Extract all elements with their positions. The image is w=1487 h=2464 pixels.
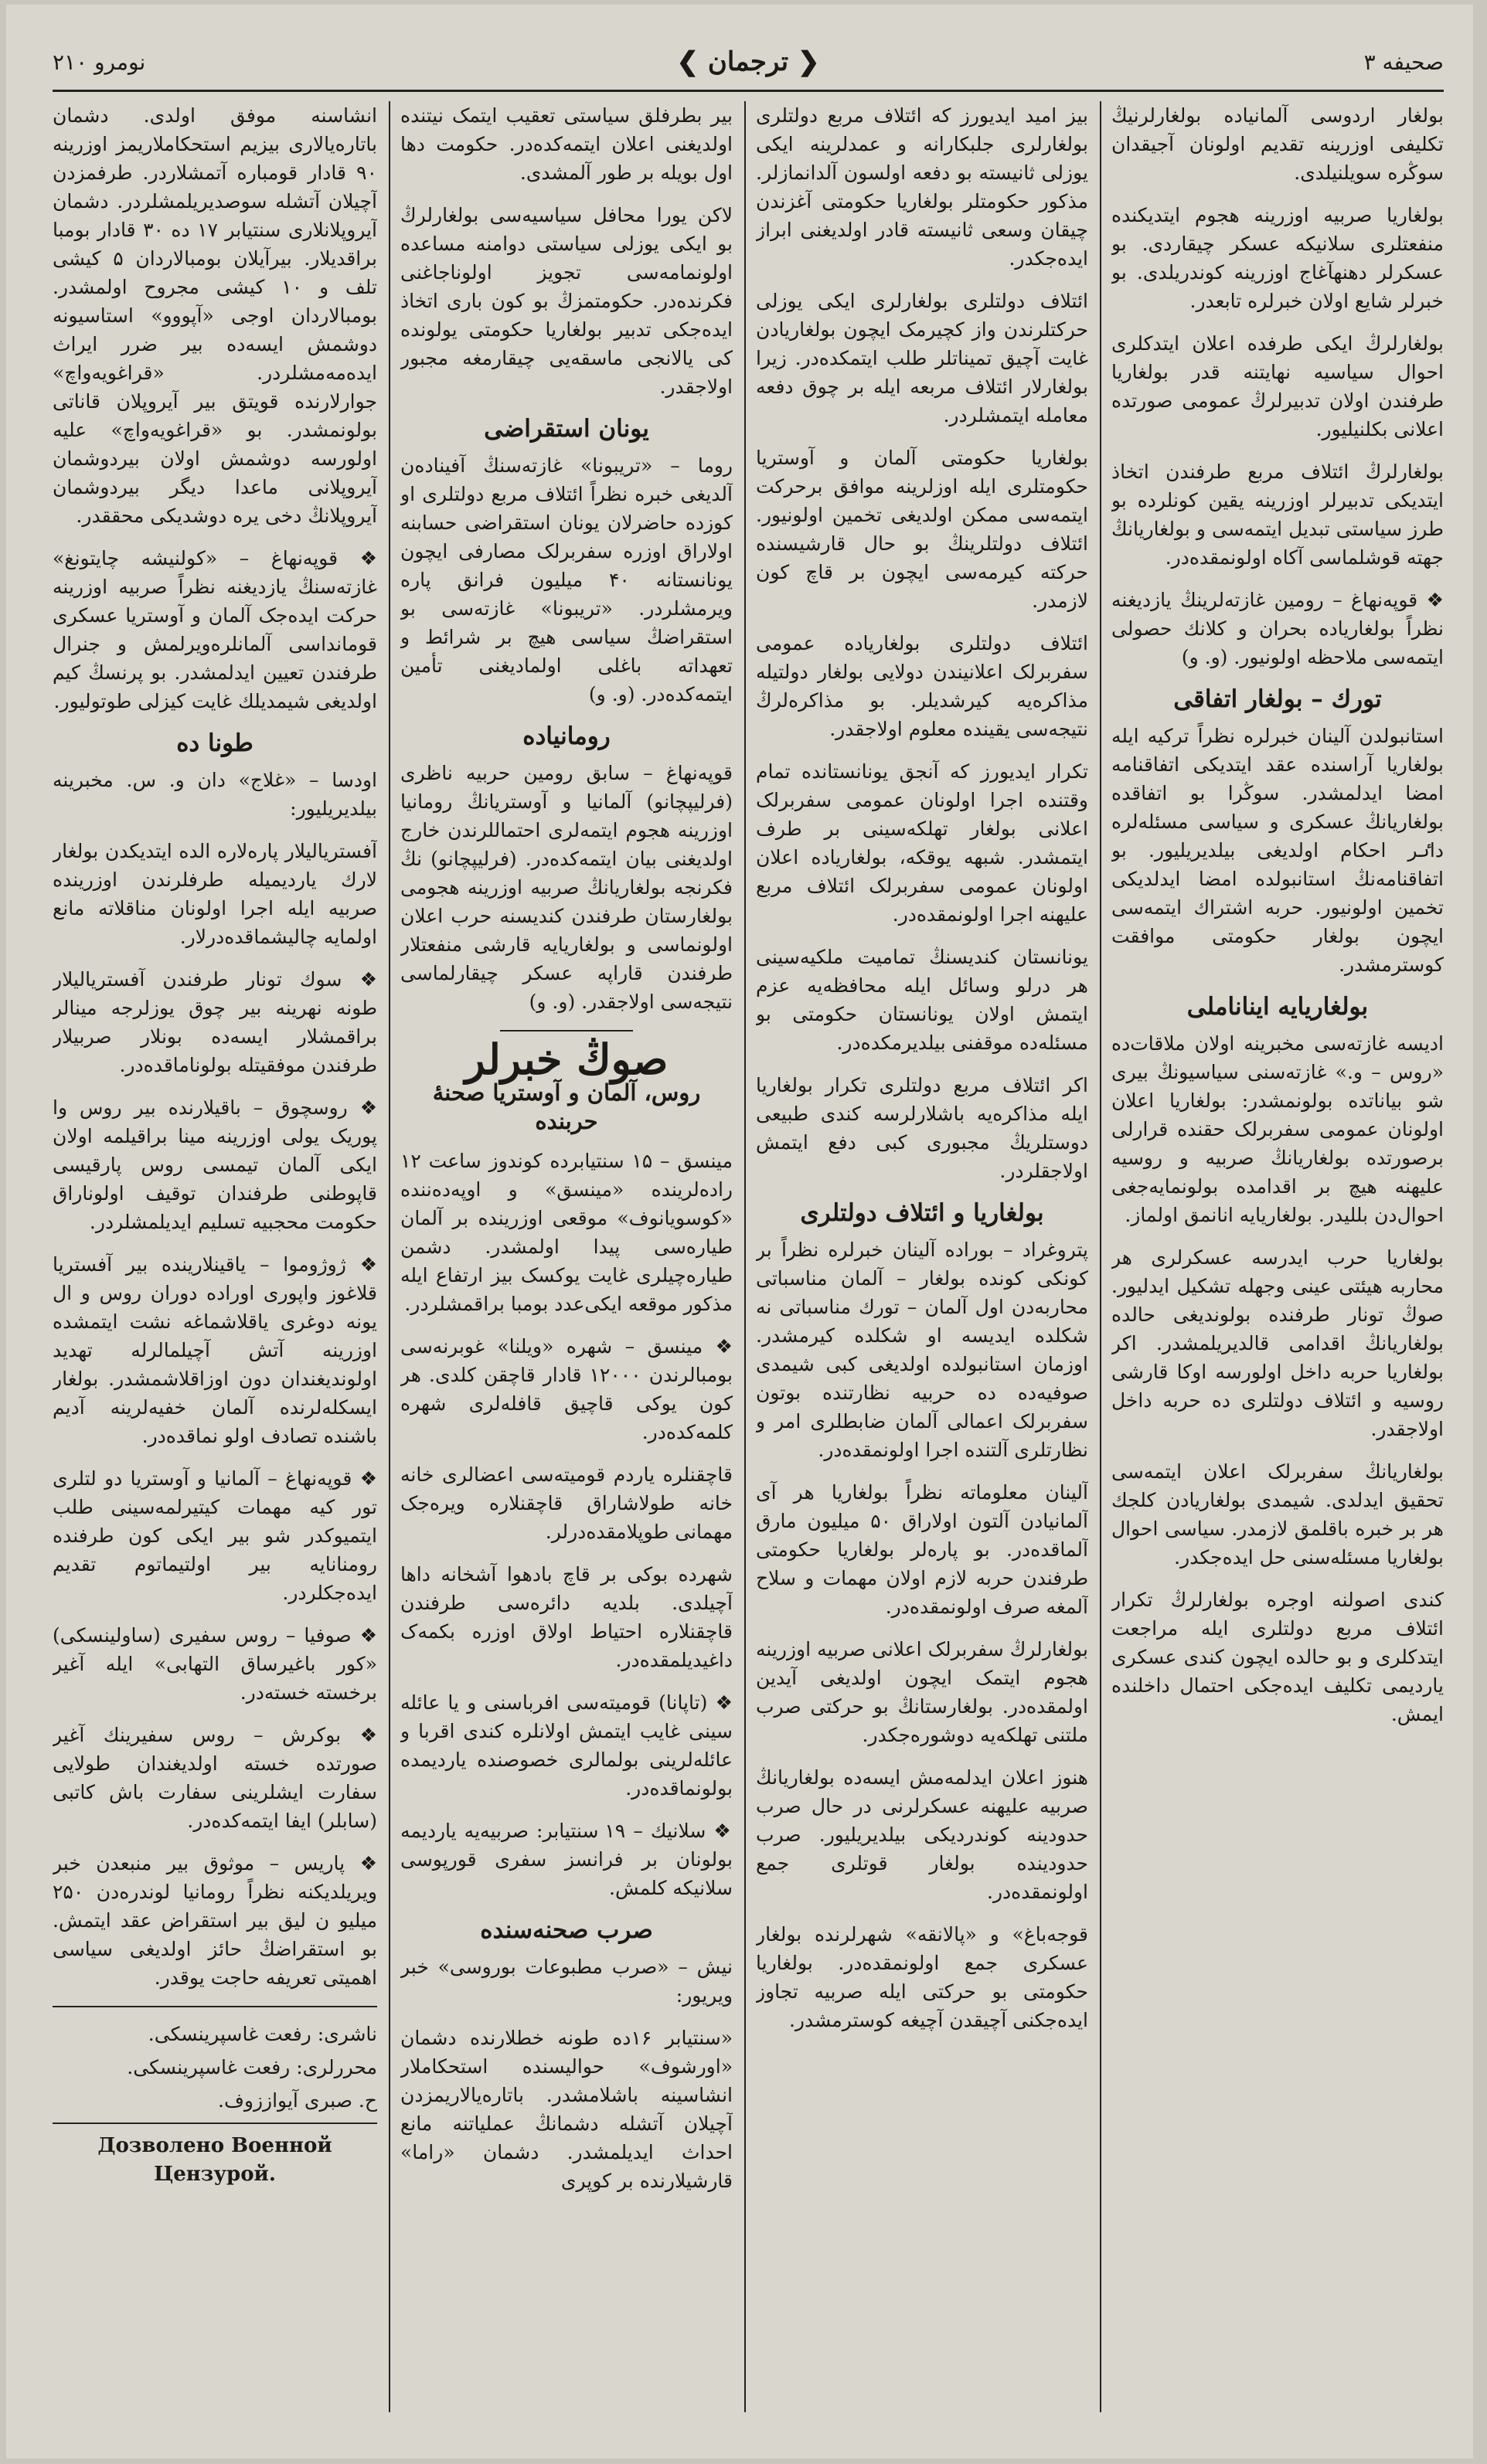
paragraph: لاکن یورا محافل سیاسیه‌سی بولغارلرڭ بو ایکی یوزلی سیاستی دوامنه مساعده اولونمامه‌سی تجویز اولوناجاغنی فکرنده‌در. حکومتمزڭ بو کون باری اتخاذ ایده‌جکی تدبیر بولغاریا حکومتی یولونده کی یالانجی ماسقه‌یی چیقارمغه مجبور اولاجقدر. bbox=[400, 204, 733, 398]
paragraph: اکر ائتلاف مربع دولتلری تکرار بولغاریا ایله مذاکره‌یه باشلارلرسه کندی طبیعی دوستلریڭ مجبوری کبی دفع ایتمش اولاجقلردر. bbox=[756, 1074, 1088, 1182]
section-heading: طونا ده bbox=[176, 729, 254, 757]
editor-name: ح. صبری آیواززوف. bbox=[218, 2089, 377, 2112]
section-heading: بولغاریا و ائتلاف دولتلری bbox=[800, 1199, 1044, 1227]
paragraph: ❖ قوپه‌نهاغ – «کولنیشه چایتونغ» غازته‌سنڭ یازدیغنه نظراً صربیه اوزرینه حرکت ایده‌جک آلمان و آوستریا عسکری قومانداسی آلمانلره‌ویرلمش و جنرال طرفندن تعیین ایدلمشدر. بو پرنسڭ کیم اولدیغی شیمدیلك غایت کیزلی طوتولیور. bbox=[53, 547, 377, 712]
paragraph: مینسق – ۱۵ سنتیابرده کوندوز ساعت ۱۲ راده‌لرینده «مینسق» و اوپه‌ده‌ننده «کوسویانوف» موقعی اوزرینده بر آلمان طیاره‌سی پیدا اولمشدر. دشمن طیاره‌چیلری غایت یوکسک بیز ارتفاع ایله مذکور موقعه ایکی‌عدد بومبا براقمشلردر. bbox=[400, 1150, 733, 1315]
editor-name: رفعت غاسپرینسکی. bbox=[127, 2056, 291, 2078]
publisher-name: رفعت غاسپرینسکی. bbox=[148, 2023, 311, 2045]
section-heading: بولغاریایه ایناناملی bbox=[1186, 993, 1369, 1021]
page-number: صحیفه ۳ bbox=[1363, 49, 1444, 75]
newspaper-page bbox=[6, 5, 1473, 2459]
latest-news-heading: صوڭ خبرلر bbox=[464, 1035, 669, 1084]
paragraph: بولغارلرڭ ایکی طرفده اعلان ایتدکلری احوال سیاسیه نهایتنه قدر بولغاریا طرفندن اولان تدبیرلرڭ عمومی صورتده اعلانی بکلنیلیور. bbox=[1111, 332, 1444, 440]
paragraph: بیر بطرفلق سیاستی تعقیب ایتمک نیتنده اولدیغنی اعلان ایتمه‌کده‌در. حکومت دها اول بویله بر طور آلمشدی. bbox=[400, 104, 733, 184]
column-1 bbox=[1111, 101, 1444, 2412]
paragraph: قوپه‌نهاغ – سابق رومین حربیه ناظری (فرلیپچانو) آلمانیا و آوستریانڭ رومانیا اوزرینه هجوم ایتمه‌لری احتماللرندن خارج اولدیغنی بیان ایتمه‌کده‌در. (فرلیپچانو) نڭ فکرنجه بولغاریانڭ صربیه اوزرینه هجومی بولغارستان طرفندن کندیسنه حرب اعلان اولونماسی و بولغاریایه قارشی منفعتلار طرفندن قاراپه عسکر چیقارلماسی نتیجه‌سی اولاجقدر. (و. و) bbox=[400, 762, 733, 1013]
paragraph: ❖ پاریس – موثوق بیر منبعدن خبر ویریلدیکنه نظراً رومانیا لوندره‌دن ۲۵۰ میلیو ن لیق بیر استقراض عقد ایتمش. بو استقراضڭ حائز اولدیغی سیاسی اهمیتی تعریفه حاجت یوقدر. bbox=[53, 1852, 377, 1989]
column-rule bbox=[1100, 101, 1101, 2412]
column-2 bbox=[756, 101, 1088, 2412]
paragraph: بولغار اردوسی آلمانیاده بولغارلرنیڭ تکلیفی اوزرینه تقدیم اولونان آجیقدان سوڭره سویلنیلدی. bbox=[1111, 104, 1444, 184]
paragraph: پتروغراد – بوراده آلینان خبرلره نظراً بر کونکی کونده بولغار – آلمان مناسباتی محاربه‌دن اول آلمان – تورك مناسباتی نه شکلده ایدیسه او شکلده کیرمشدر. اوزمان استانبولده اولدیغی کبی شیمدی صوفیه‌ده ده حربیه نظارتنده بوتون سفربرلک اعمالی آلمان ضابطلری امر و نظارتلری آلتنده اجرا اولونمقده‌در. bbox=[756, 1239, 1088, 1461]
paragraph: ائتلاف دولتلری بولغاریاده عمومی سفربرلک اعلانیندن دولایی بولغار دولتیله مذاکره‌یه کیرشدیلر. بو مذاکره‌لرڭ نتیجه‌سی یقینده معلوم اولاجقدر. bbox=[756, 632, 1088, 740]
section-heading: تورك – بولغار اتفاقی bbox=[1173, 685, 1382, 713]
paragraph: بولغارلرڭ ائتلاف مربع طرفندن اتخاذ ایتدیکی تدبیرلر اوزرینه یقین کونلرده بو طرز سیاستی تبدیل ایتمه‌سی و بولغاریانڭ جهته قوشلماسی آکاه اولونمقده‌در. bbox=[1111, 461, 1444, 569]
section-heading: یونان استقراضی bbox=[484, 415, 649, 443]
paragraph: ❖ سلانیك – ۱۹ سنتیابر: صربیه‌یه یاردیمه بولونان بر فرانسز سفری قورپوسی سلانیکه کلمش. bbox=[400, 1820, 733, 1899]
editors-label: محررلری: bbox=[296, 2056, 377, 2078]
divider bbox=[500, 1030, 633, 1031]
page-header bbox=[53, 43, 1444, 92]
paragraph: کندی اصولنه اوجره بولغارلرڭ تکرار ائتلاف مربع دولتلری ایله مراجعت ایتدکلری و بو حالده ایچون کندی عسکری یاردیمی تکلیف ایده‌جکی احتمال داخلنده ایمش. bbox=[1111, 1589, 1444, 1725]
column-rule bbox=[744, 101, 746, 2412]
paragraph: آفستریالیلار پاره‌لاره الده ایتدیکدن بولغار لارك یاردیمیله طرفلرندن اوزرینده صربیه ایله اجرا اولونان مناقلاته مانع اولمایه چالیشماقده‌درلار. bbox=[53, 840, 377, 948]
censorship-stamp: Дозволено Военной Цензурой. bbox=[53, 2122, 377, 2189]
paragraph: هنوز اعلان ایدلمه‌مش ایسه‌ده بولغاریانڭ صربیه علیهنه عسکرلرنی در حال صرب حدودینه کوندردیکی بیلدیریلیور. صرب حدودینده بولغار قوتلری جمع اولونمقده‌در. bbox=[756, 1766, 1088, 1903]
issue-number: نومرو ۲۱۰ bbox=[53, 49, 146, 75]
paragraph: اودسا – «غلاج» دان و. س. مخبرینه بیلدیریلیور: bbox=[53, 769, 377, 820]
paragraph: ❖ بوکرش – روس سفیرینك آغیر صورتده خسته اولدیغندان طولایی سفارت ایشلرینی سفارت باش کاتبی (سابلر) ایفا ایتمه‌کده‌در. bbox=[53, 1724, 377, 1832]
paragraph: ❖ سوك تونار طرفندن آفستریالیلار طونه نهرینه بیر چوق یوزلرجه مینالر براقمشلار ایسه‌ده بونلار صربیلار طرفندن موفقیتله بولوناماقده‌در. bbox=[53, 968, 377, 1076]
publisher-label: ناشری: bbox=[317, 2023, 377, 2045]
paragraph: بولغاریا حکومتی آلمان و آوستریا حکومتلری ایله اوزلرینه موافق برحرکت ایتمه‌سی ممکن اولدیغی تخمین اولونیور. ائتلاف دولتلرینڭ بو حال قارشیسنده حرکته کیرمه‌سی ایچون بر قاچ کون لازمدر. bbox=[756, 447, 1088, 612]
imprint bbox=[53, 2006, 377, 2115]
editors-line bbox=[53, 2053, 377, 2082]
paragraph: ❖ قوپه‌نهاغ – آلمانیا و آوستریا دو لتلری تور کیه مهمات کیتیرلمه‌سینی طلب ایتمیوکدر شو بیر ایکی کون طرفنده رومنانایه بیر اولتیماتوم تقدیم ایده‌جکلردر. bbox=[53, 1467, 377, 1604]
paragraph: شهرده بوکی بر قاچ بادهوا آشخانه داها آچیلدی. بلدیه دائره‌سی طرفندن قاچقنلاره احتیاط اولاق اوزره بکمه‌ک داغیدیلمقده‌در. bbox=[400, 1563, 733, 1671]
paragraph: بیز امید ایدیورز که ائتلاف مربع دولتلری بولغارلری جلبکارانه و عمدلرینه ایکی یوزلی ثانیسته بو دفعه اولسون آلدانمازلر. مذکور حکومتلر بولغاریا حکومتی آغزندن چیقان وسعی ثانیسته قادر اولدیغنی ابراز ایده‌جکدر. bbox=[756, 104, 1088, 270]
paragraph: آلینان معلوماته نظراً بولغاریا هر آی آلمانیادن آلتون اولاراق ۵۰ میلیون مارق آلماقده‌در. بو پاره‌لر بولغاریا حکومتی طرفندن حربه لازم اولان مهمات و سلاح آلمغه صرف اولونمقده‌در. bbox=[756, 1481, 1088, 1618]
latest-news-subheading: روس، آلمان و آوستریا صحنهٔ حربنده bbox=[432, 1079, 701, 1134]
paragraph: «سنتیابر ۱۶ده طونه خطلارنده دشمان «اورشوف» حوالیسنده استحکاملار انشاسینه باشلامشدر. باتاره‌یالاریمزدن آچیلان آتشله دشمانڭ عملیاتنه مانع احداث ایدیلمشدر. دشمان «راما» قارشیلارنده بر کوپری bbox=[400, 2027, 733, 2192]
paragraph: ❖ مینسق – شهره «ویلنا» غوبرنه‌سی بومبالرندن ۱۲۰۰۰ قادار قاچقن کلدی. هر کون یوکی قاچیق قافله‌لری شهره کلمه‌کده‌در. bbox=[400, 1335, 733, 1443]
paragraph: بولغاریانڭ سفربرلک اعلان ایتمه‌سی تحقیق ایدلدی. شیمدی بولغاریادن کلجك هر بر خبره باقلمق لازمدر. سیاسی احوال بولغاریا مسئله‌سنی حل ایده‌جکدر. bbox=[1111, 1460, 1444, 1568]
paragraph: قاچقنلره یاردم قومیته‌سی اعضالری خانه خانه طولاشاراق قاچقنلاره ویره‌جک مهمانی طوپلامقده‌درلر. bbox=[400, 1463, 733, 1543]
publisher-line bbox=[53, 2020, 377, 2048]
editors-line-2 bbox=[53, 2086, 377, 2115]
paragraph: انشاسنه موفق اولدی. دشمان باتاره‌یالاری بیزیم استحکاملاریمز اوزرینه ۹۰ قادار قومباره آتمشلاردر. طرفمزدن آچیلان آتشله سوصدیریلمشلردر. دشمان آیروپلانلاری سنتیابر ۱۷ ده ۳۰ قادار بومبا براقدیلار. بیرآیلان بومبالاردان ۵ کیشی تلف و ۱۰ کیشی مجروح اولمشدر. بومبالاردان اوجی «آپووو» استاسیونه دوشمش ایسه‌ده بیر ضرر ایراث ایده‌مه‌مشلردر. «قراغویه‌واچ» جوارلارنده قویتق بیر آیروپلان قاناتی بولونمشدر. بو «قراغویه‌واچ» علیه‌ اولورسه دوشمش اولان بیردوشمان آیروپلانی‌ ماعدا دیگر بیردوشمان آیروپلانڭ دخی یره دوشدیکی محققدر. bbox=[53, 104, 377, 527]
paragraph: قوجه‌باغ» و «پالانقه» شهرلرنده بولغار عسکری جمع اولونمقده‌در. بولغاریا حکومتی بو حرکتی ایله صربیه تجاوز ایده‌جکنی آچیقدن آچیغه کوسترمشدر. bbox=[756, 1923, 1088, 2031]
column-rule bbox=[389, 101, 390, 2412]
column-3 bbox=[400, 101, 733, 2412]
paragraph: ائتلاف دولتلری بولغارلری ایکی یوزلی حرکتلرندن واز کچیرمک ایچون بولغاریادن غایت آچیق تمیناتلر طلب ایتمکده‌در. زیرا بولغارلار ائتلاف مربعه ایله بر چوق دفعه معامله ایتمشلردر. bbox=[756, 290, 1088, 427]
column-4 bbox=[53, 101, 377, 2412]
paragraph: ❖ صوفیا – روس سفیری (ساولینسکی) «کور باغیرساق التهابی» ایله آغیر برخسته خسته‌در. bbox=[53, 1624, 377, 1704]
paragraph: بولغاریا صربیه اوزرینه هجوم ایتدیکنده منفعتلری سلانیکه عسکر چیقاردی. بو عسکرلر دهنهآغاج اوزرینه کوندریلدی. بو خبرلر شایع اولان خبرلره تابعدر. bbox=[1111, 204, 1444, 312]
section-heading: رومانیاده bbox=[522, 722, 611, 750]
paragraph: ❖ روسچوق – باقیلارنده بیر روس وا پوریک یولی اوزرینه مینا براقیلمه اولان ایکی آلمان تیمسی روس پارقیسی قاپوطنی طرفندان توقیف اولوناراق حکومت محجبیه تسلیم ایدیلمشلردر. bbox=[53, 1096, 377, 1233]
paragraph: بولغارلرڭ سفربرلک اعلانی صربیه اوزرینه هجوم ایتمک ایچون اولدیغی آیدین اولمقده‌در. بولغارستانڭ بو حرکتی صرب ملتنی تهلکه‌یه دوشوره‌جکدر. bbox=[756, 1638, 1088, 1746]
paragraph: ❖ قوپه‌نهاغ – رومین غازته‌لرینڭ یازدیغنه نظراً بولغاریاده بحران و کلانك حصولی ایتمه‌سی ملاحظه اولونیور. (و. و) bbox=[1111, 589, 1444, 668]
paragraph: نیش – «صرب مطبوعات بوروسی» خبر ویریور: bbox=[400, 1956, 733, 2007]
paragraph: تکرار ایدیورز که آنجق یونانستانده تمام وقتنده اجرا اولونان عمومی سفربرلک اعلانی بولغار تهلکه‌سینی بر طرف ایتمشدر. شبهه یوقکه، بولغاریاده اعلان اولونان عمومی سفربرلک ائتلاف مربع علیهنه اجرا اولونمقده‌در. bbox=[756, 760, 1088, 926]
section-heading: صرب صحنه‌سنده bbox=[480, 1916, 653, 1944]
paragraph: روما – «تریبونا» غازته‌سنڭ آفیناده‌ن آلدیغی خبره نظراً ائتلاف مربع دولتلری او کوزده حاضرلان یونان استقراضی حسابنه اولاراق اوزره سفربرلک مصارفی ایچون یونانستانه ۴۰ میلیون فرانق پاره ویرمشلردر. «تریبونا» غازته‌سی بو استقراضڭ سیاسی هیچ بر شرائط و تعهداته باغلی اولمادیغنی تأمین ایتمه‌کده‌در. (و. و) bbox=[400, 454, 733, 705]
paragraph: ❖ ژوژوموا – یاقینلارینده بیر آفستریا قلاغوز واپوری اوراده دوران روس و ال یونه دوغری یاقلاشماغه نشت ایتمشده اوزرینه آتش آچیلمالرله تهدید اولوندیغندان دون اوزاقلاشمشدر. بولغار ایسکله‌لرنده آلمان خفیه‌لرینه آدیم باشنده تصادف اولو نماقده‌در. bbox=[53, 1253, 377, 1447]
newspaper-title: ❮ ترجمان ❯ bbox=[677, 46, 820, 77]
paragraph: ❖ (تاپانا) قومیته‌سی افرباسنی و یا عائله سینی غایب ایتمش اولانلره کندی اقربا و عائله‌لرینی بولمالری خصوصنده یاردیمده بولونماقده‌در. bbox=[400, 1691, 733, 1800]
paragraph: یونانستان کندیسنڭ تمامیت ملکیه‌سینی هر درلو وسائل ایله محافظه‌یه عزم ایتمش اولان یونانستان حکومتی بو مسئله‌ده موقفنی بیلدیرمکده‌در. bbox=[756, 946, 1088, 1054]
paragraph: بولغاریا حرب ایدرسه عسکرلری هر محاربه هیئتی عینی وجهله تشکیل ایدلیور. صوڭ تونار طرفنده بولوندیغی حالده بولغاریانڭ اقدامی قالدیریلمشدر. اکر بولغاریا حربه داخل اولورسه اوکا قارشی روسیه و ائتلاف دولتلری ده حربه داخل اولاجقدر. bbox=[1111, 1246, 1444, 1440]
paragraph: ادیسه غازته‌سی مخبرینه اولان ملاقات‌ده «روس – و.» غازته‌سنی سیاسیونڭ بیری شو بیاناتده بولونمشدر: بولغاریا اعلان اولونان عمومی سفربرلک حقنده قرارلی برصورتده بولغاریانڭ صربیه و روسیه علیهنه هیچ بر اقدامده بولونمایه‌جغی احوال‌دن بللیدر. بولغاریایه انانمق اولماز. bbox=[1111, 1032, 1444, 1226]
paragraph: استانبولدن آلینان خبرلره نظراً ترکیه ایله بولغاریا آراسنده عقد ایتدیکی اتفاقنامه امضا ایدلمشدر. سوڭرا بو اتفاقده بولغاریانڭ عسکری و سیاسی مسئله‌لره داٸر احکام اولدیغی بیلدیریلیور. بو اتفاقنامه‌نڭ استانبولده امضا ایدلدیکی تخمین اولونیور. حربه اشتراك ایتمه‌سی ایچون بولغار حکومتی موافقت کوسترمشدر. bbox=[1111, 725, 1444, 976]
